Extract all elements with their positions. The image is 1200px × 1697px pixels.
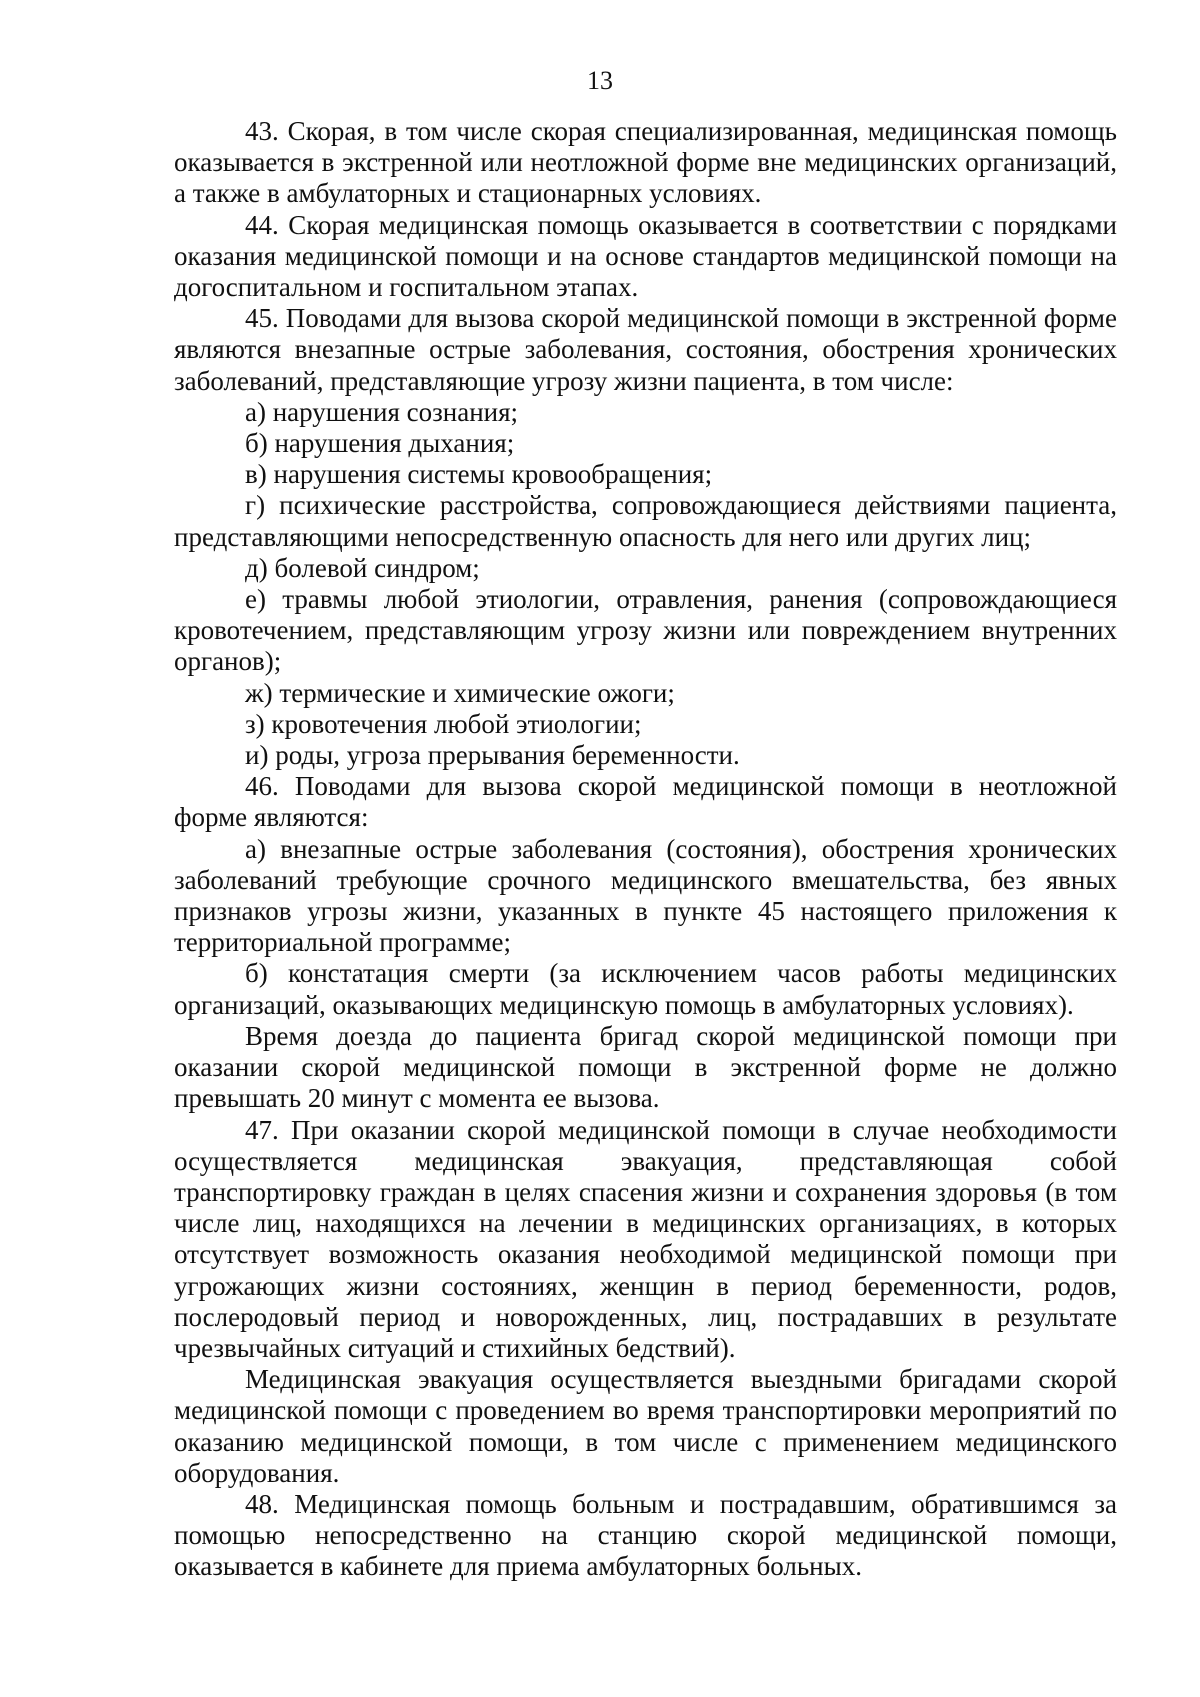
paragraph-46: 46. Поводами для вызова скорой медицинской помощи в неотложной форме являются: bbox=[174, 771, 1117, 833]
page-number: 13 bbox=[587, 66, 613, 95]
paragraph-43: 43. Скорая, в том числе скорая специализированная, медицинская помощь оказывается в экстренной или неотложной форме вне медицинских организаций, а также в амбулаторных и стационарных условиях. bbox=[174, 116, 1117, 209]
paragraph-evacuation: Медицинская эвакуация осуществляется выездными бригадами скорой медицинской помощи с проведением во время транспортировки мероприятий по оказанию медицинской помощи, в том числе с применением медицинского оборудования. bbox=[174, 1364, 1117, 1488]
paragraph-45: 45. Поводами для вызова скорой медицинской помощи в экстренной форме являются внезапные острые заболевания, состояния, обострения хронических заболеваний, представляющие угрозу жизни пациента, в том числе: bbox=[174, 303, 1117, 396]
list-item-45-i: и) роды, угроза прерывания беременности. bbox=[245, 740, 740, 771]
list-item-45-d: д) болевой синдром; bbox=[245, 552, 480, 583]
list-item-45-b: б) нарушения дыхания; bbox=[245, 428, 515, 459]
list-item-45-v: в) нарушения системы кровообращения; bbox=[245, 459, 713, 490]
list-item-45-zh: ж) термические и химические ожоги; bbox=[245, 677, 675, 708]
list-item-45-e: е) травмы любой этиологии, отравления, ранения (сопровождающиеся кровотечением, представляющим угрозу жизни или повреждением внутренних органов); bbox=[174, 584, 1117, 677]
list-item-45-g: г) психические расстройства, сопровождающиеся действиями пациента, представляющими непосредственную опасность для него или других лиц; bbox=[174, 490, 1117, 552]
paragraph-44: 44. Скорая медицинская помощь оказывается в соответствии с порядками оказания медицинской помощи и на основе стандартов медицинской помощи на догоспитальном и госпитальном этапах. bbox=[174, 209, 1117, 303]
list-item-46-a: а) внезапные острые заболевания (состояния), обострения хронических заболеваний требующие срочного медицинского вмешательства, без явных признаков угрозы жизни, указанных в пункте 45 настоящего приложения к территориальной программе; bbox=[174, 833, 1117, 958]
list-item-45-z: з) кровотечения любой этиологии; bbox=[245, 708, 642, 739]
document-body bbox=[174, 116, 1117, 1583]
paragraph-response-time: Время доезда до пациента бригад скорой медицинской помощи при оказании скорой медицинской помощи в экстренной форме не должно превышать 20 минут с момента ее вызова. bbox=[174, 1020, 1117, 1114]
list-item-45-a: а) нарушения сознания; bbox=[245, 396, 519, 427]
list-item-46-b: б) констатация смерти (за исключением часов работы медицинских организаций, оказывающих медицинскую помощь в амбулаторных условиях). bbox=[174, 958, 1117, 1020]
paragraph-48: 48. Медицинская помощь больным и пострадавшим, обратившимся за помощью непосредственно на станцию скорой медицинской помощи, оказывается в кабинете для приема амбулаторных больных. bbox=[174, 1488, 1117, 1582]
paragraph-47: 47. При оказании скорой медицинской помощи в случае необходимости осуществляется медицинская эвакуация, представляющая собой транспортировку граждан в целях спасения жизни и сохранения здоровья (в том числе лиц, находящихся на лечении в медицинских организациях, в которых отсутствует возможность оказания необходимой медицинской помощи при угрожающих жизни состояниях, женщин в период беременности, родов, послеродовый период и новорожденных, лиц, пострадавших в результате чрезвычайных ситуаций и стихийных бедствий). bbox=[174, 1114, 1117, 1363]
